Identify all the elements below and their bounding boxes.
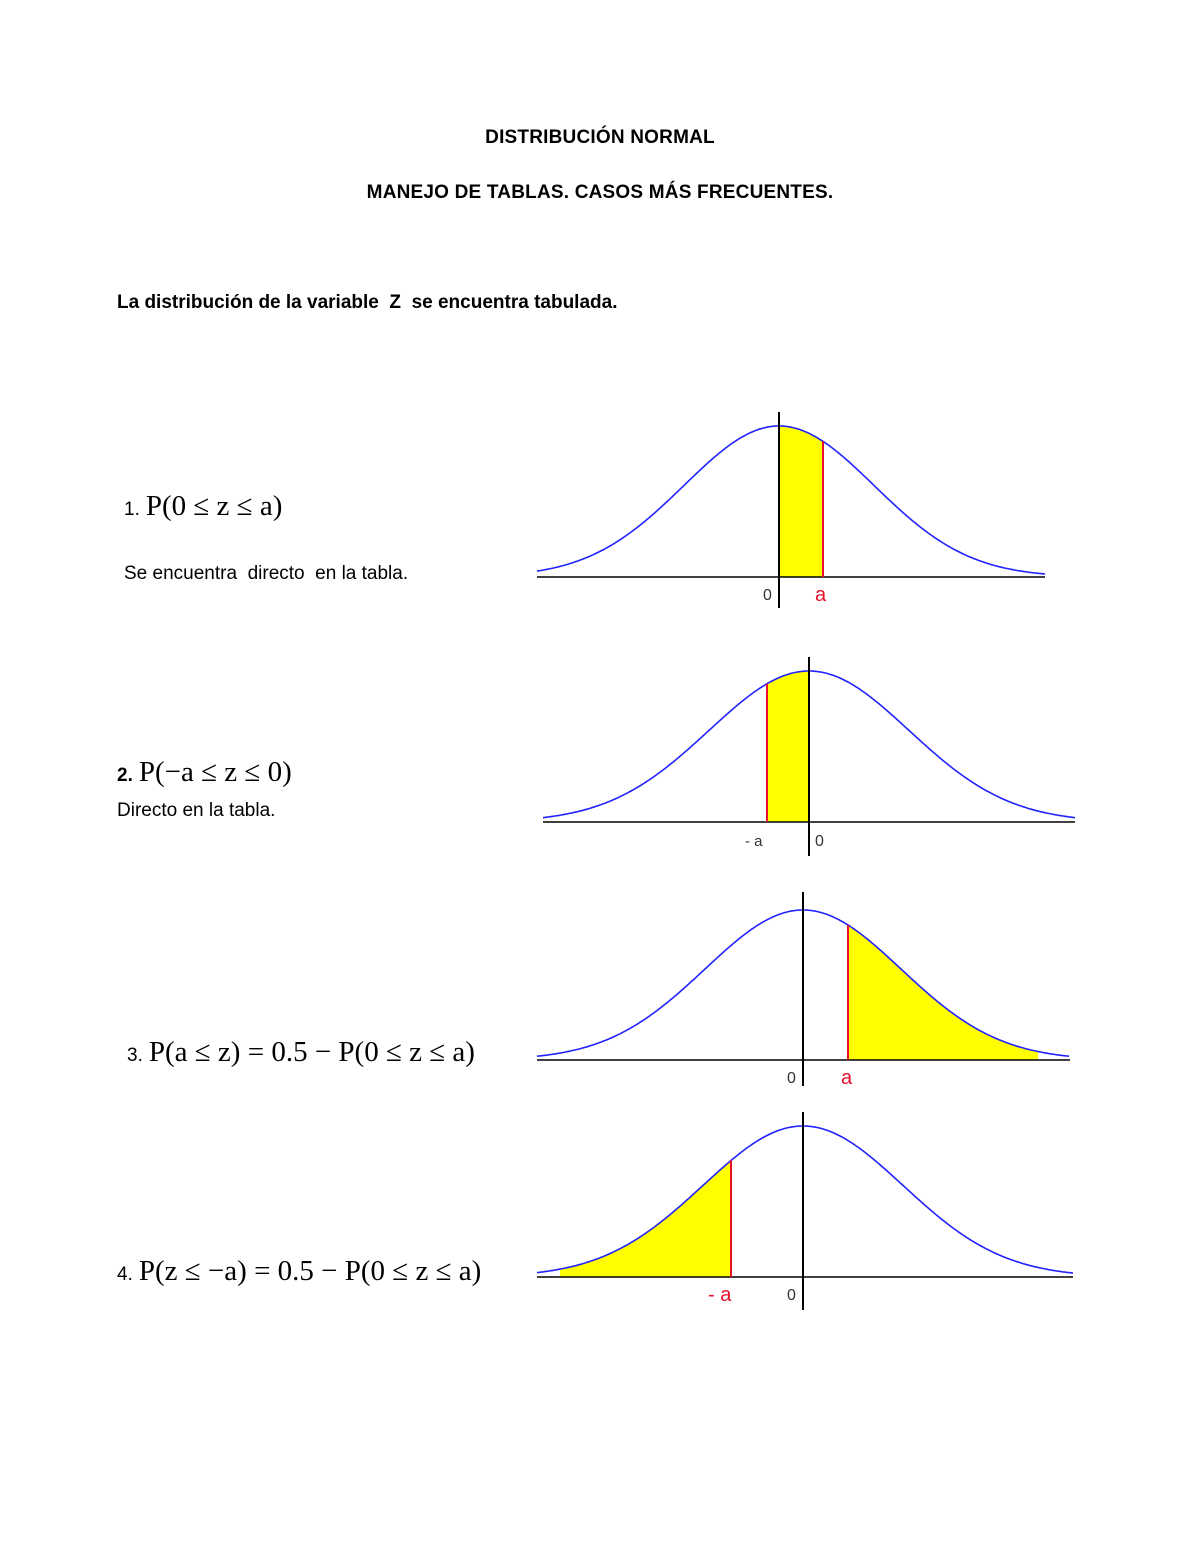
case-number: 2. — [117, 765, 133, 786]
zero-label: 0 — [787, 1070, 796, 1087]
case-formula: P(z ≤ −a) = 0.5 − P(0 ≤ z ≤ a) — [138, 1255, 482, 1287]
case-3-diagram — [537, 892, 1070, 1089]
a-label: a — [841, 1067, 853, 1089]
a-label: - a — [708, 1284, 732, 1306]
case-number: 4. — [117, 1264, 133, 1285]
case-2-note: Directo en la tabla. — [117, 800, 276, 821]
a-label: a — [815, 584, 827, 606]
shaded-area — [848, 925, 1038, 1060]
shaded-area — [560, 1161, 731, 1278]
shaded-area — [767, 671, 809, 822]
intro-text: La distribución de la variable Z se encuentra tabulada. — [117, 292, 618, 313]
a-label: - a — [745, 833, 763, 850]
page-title: DISTRIBUCIÓN NORMAL — [485, 127, 715, 148]
zero-label: 0 — [763, 587, 772, 604]
case-formula: P(−a ≤ z ≤ 0) — [138, 756, 292, 788]
zero-label: 0 — [815, 833, 824, 850]
case-number: 3. — [127, 1045, 143, 1066]
case-formula: P(0 ≤ z ≤ a) — [145, 490, 283, 522]
page-subtitle: MANEJO DE TABLAS. CASOS MÁS FRECUENTES. — [366, 182, 834, 203]
case-1-note: Se encuentra directo en la tabla. — [124, 563, 409, 584]
shaded-area — [779, 426, 823, 577]
case-2-diagram — [543, 657, 1075, 856]
case-1-diagram — [537, 412, 1045, 608]
case-4-diagram — [537, 1112, 1073, 1310]
case-number: 1. — [124, 499, 140, 520]
case-formula: P(a ≤ z) = 0.5 − P(0 ≤ z ≤ a) — [148, 1036, 475, 1068]
zero-label: 0 — [787, 1287, 796, 1304]
